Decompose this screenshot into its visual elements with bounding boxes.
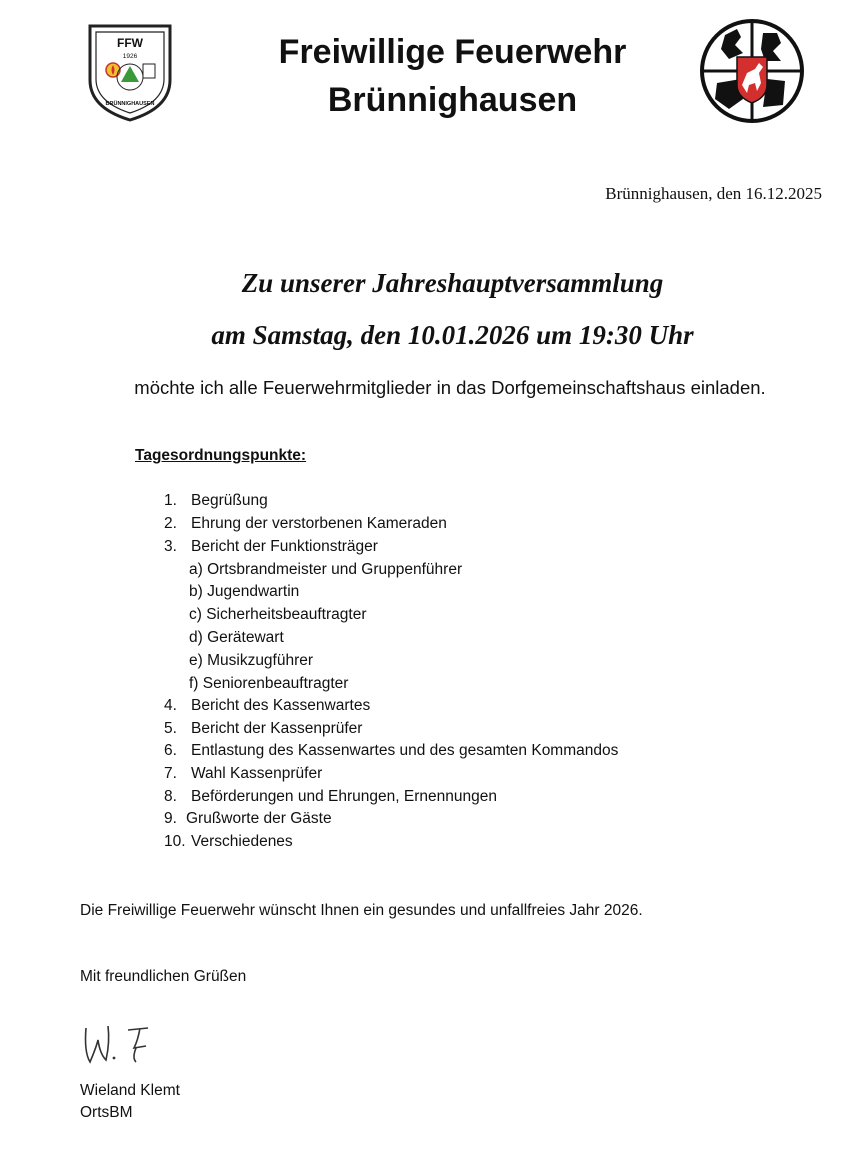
agenda-item-number: 1. (164, 492, 177, 509)
agenda-item-text: Ehrung der verstorbenen Kameraden (191, 515, 447, 532)
agenda-item-text: Bericht der Kassenprüfer (191, 720, 363, 737)
agenda-subitem-text: d) Gerätewart (189, 629, 284, 646)
headline-line2: am Samstag, den 10.01.2026 um 19:30 Uhr (211, 320, 694, 350)
page-title-line1: Freiwillige Feuerwehr (278, 33, 627, 71)
agenda-item-number: 7. (164, 765, 177, 782)
crest-year-text: 1926 (122, 53, 138, 60)
agenda-item-number: 2. (164, 515, 177, 532)
fire-brigade-emblem-logo (697, 15, 807, 127)
agenda-item-text: Bericht des Kassenwartes (191, 697, 371, 714)
agenda-subitem (189, 674, 348, 694)
agenda-item (164, 764, 322, 784)
agenda-item (164, 741, 618, 761)
agenda-subitem-text: c) Sicherheitsbeauftragter (189, 606, 367, 623)
agenda-item (164, 832, 293, 852)
agenda-subitem (189, 605, 366, 625)
agenda-item-text: Bericht der Funktionsträger (191, 538, 378, 555)
agenda-item-number: 5. (164, 720, 177, 737)
agenda-item-number: 4. (164, 697, 177, 714)
agenda-subitem (189, 560, 462, 580)
agenda-item-number: 6. (164, 742, 177, 759)
agenda-item-text: Entlastung des Kassenwartes und des gesamten Kommandos (191, 742, 619, 759)
agenda-item-text: Wahl Kassenprüfer (191, 765, 323, 782)
invitation-text: möchte ich alle Feuerwehrmitglieder in das Dorfgemeinschaftshaus einladen. (134, 377, 766, 398)
agenda-item-number: 9. (164, 810, 177, 827)
agenda-subitem (189, 628, 284, 648)
agenda-subitem (189, 651, 313, 671)
page-title-line2: Brünnighausen (327, 81, 578, 119)
date-line: Brünnighausen, den 16.12.2025 (605, 184, 822, 203)
agenda-heading: Tagesordnungspunkte: (135, 447, 307, 464)
crest-town-text: BRÜNNIGHAUSEN (105, 101, 155, 107)
agenda-item (164, 514, 447, 534)
agenda-item (164, 719, 362, 739)
agenda-subitem-text: b) Jugendwartin (189, 583, 300, 600)
agenda-item-text: Beförderungen und Ehrungen, Ernennungen (191, 788, 497, 805)
signer-name: Wieland Klemt (80, 1082, 180, 1099)
agenda-item-number: 10. (164, 833, 186, 850)
headline-line1: Zu unserer Jahreshauptversammlung (241, 268, 664, 298)
agenda-item-text: Begrüßung (191, 492, 268, 509)
agenda-item-text: Verschiedenes (191, 833, 293, 850)
agenda-item (164, 537, 378, 557)
closing-wish-text: Die Freiwillige Feuerwehr wünscht Ihnen ein gesundes und unfallfreies Jahr 2026. (80, 902, 643, 919)
agenda-subitem-text: f) Seniorenbeauftragter (189, 675, 349, 692)
handwritten-signature (80, 1018, 160, 1070)
agenda-item (164, 787, 497, 807)
agenda-subitem (189, 582, 299, 602)
agenda-item-text: Grußworte der Gäste (186, 810, 332, 827)
agenda-subitem-text: a) Ortsbrandmeister und Gruppenführer (189, 561, 463, 578)
crest-ffw-text: FFW (117, 36, 143, 50)
agenda-item (164, 696, 370, 716)
agenda-item-number: 8. (164, 788, 177, 805)
agenda-item-number: 3. (164, 538, 177, 555)
signer-role: OrtsBM (80, 1104, 133, 1121)
agenda-item (164, 491, 268, 511)
greeting-text: Mit freundlichen Grüßen (80, 968, 247, 985)
agenda-subitem-text: e) Musikzugführer (189, 652, 314, 669)
agenda-item (164, 809, 332, 829)
